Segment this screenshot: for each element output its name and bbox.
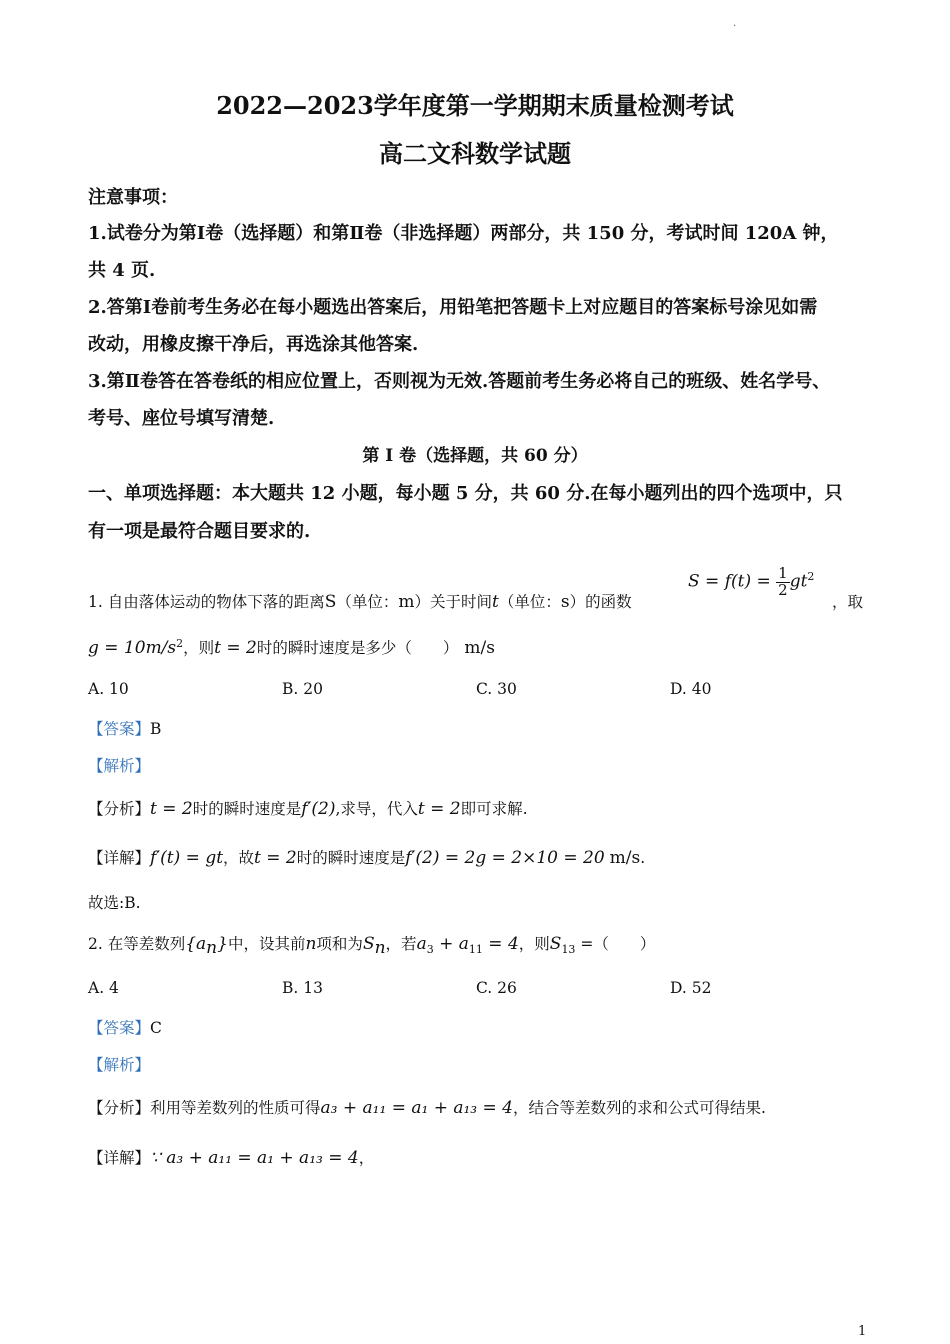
notice-item-1-cont: 共 4 页. bbox=[88, 260, 156, 281]
q1-stem-line2: $g = 10m/s^2$，则t = 2时的瞬时速度是多少（ ） m/s bbox=[88, 636, 495, 658]
notice-item-1: 1.试卷分为第Ⅰ卷（选择题）和第Ⅱ卷（非选择题）两部分，共 150 分，考试时间 120A 钟， bbox=[88, 223, 839, 244]
q2-option-b: B. 13 bbox=[282, 979, 323, 997]
q2-option-a: A. 4 bbox=[88, 979, 119, 997]
q1-stem-line1: 1. 自由落体运动的物体下落的距离S（单位：m）关于时间t（单位：s）的函数 bbox=[88, 592, 632, 612]
q2-option-c: C. 26 bbox=[476, 979, 517, 997]
exam-title: 2022—2023学年度第一学期期末质量检测考试 bbox=[216, 91, 734, 120]
notice-item-2: 2.答第Ⅰ卷前考生务必在每小题选出答案后，用铅笔把答题卡上对应题目的答案标号涂见如需 bbox=[88, 297, 818, 318]
section-desc-cont: 有一项是最符合题目要求的. bbox=[88, 521, 311, 542]
corner-dot: . bbox=[733, 18, 737, 29]
page-number: 1 bbox=[858, 1324, 867, 1339]
q1-xiangjie: 【详解】f′(t) = gt，故t = 2时的瞬时速度是f′(2) = 2g = 2×10 = 20 m/s. bbox=[88, 848, 646, 868]
exam-subtitle: 高二文科数学试题 bbox=[379, 139, 571, 168]
q2-stem: 2. 在等差数列$\{a_n\}$中，设其前n项和为$S_n$，若$a_3 + a_{11} = 4$，则$S_{13}$ =（ ） bbox=[88, 934, 656, 959]
q1-option-a: A. 10 bbox=[88, 680, 129, 698]
q1-option-b: B. 20 bbox=[282, 680, 323, 698]
q2-fenxi: 【分析】利用等差数列的性质可得a₃ + a₁₁ = a₁ + a₁₃ = 4，结合等差数列的求和公式可得结果. bbox=[88, 1098, 766, 1118]
q1-take: ，取 bbox=[832, 593, 864, 611]
q1-answer: 【答案】B bbox=[88, 720, 162, 738]
q1-option-c: C. 30 bbox=[476, 680, 517, 698]
q2-analysis-tag: 【解析】 bbox=[88, 1056, 151, 1074]
q1-fraction: $\frac{1}{2}$ bbox=[778, 564, 788, 599]
q1-option-d: D. 40 bbox=[670, 680, 712, 698]
q1-conclusion: 故选:B. bbox=[88, 894, 141, 912]
q1-analysis-tag: 【解析】 bbox=[88, 757, 151, 775]
q1-fenxi: 【分析】t = 2时的瞬时速度是f′(2),求导，代入t = 2即可求解. bbox=[88, 799, 528, 819]
notice-item-3: 3.第Ⅱ卷答在答卷纸的相应位置上，否则视为无效.答题前考生务必将自己的班级、姓名学号、 bbox=[88, 371, 831, 392]
q2-answer: 【答案】C bbox=[88, 1019, 162, 1037]
notice-item-2-cont: 改动，用橡皮擦干净后，再选涂其他答案. bbox=[88, 334, 419, 355]
section-desc: 一、单项选择题：本大题共 12 小题，每小题 5 分，共 60 分.在每小题列出的四个选项中，只 bbox=[88, 483, 843, 504]
q1-formula: S = f(t) = $\frac{1}{2}$ $gt^2$ bbox=[688, 564, 815, 599]
q2-xiangjie: 【详解】∵ a₃ + a₁₁ = a₁ + a₁₃ = 4， bbox=[88, 1148, 375, 1168]
section-heading: 第 I 卷（选择题，共 60 分） bbox=[362, 446, 588, 466]
notice-heading: 注意事项： bbox=[88, 187, 178, 208]
q2-option-d: D. 52 bbox=[670, 979, 712, 997]
notice-item-3-cont: 考号、座位号填写清楚. bbox=[88, 408, 275, 429]
